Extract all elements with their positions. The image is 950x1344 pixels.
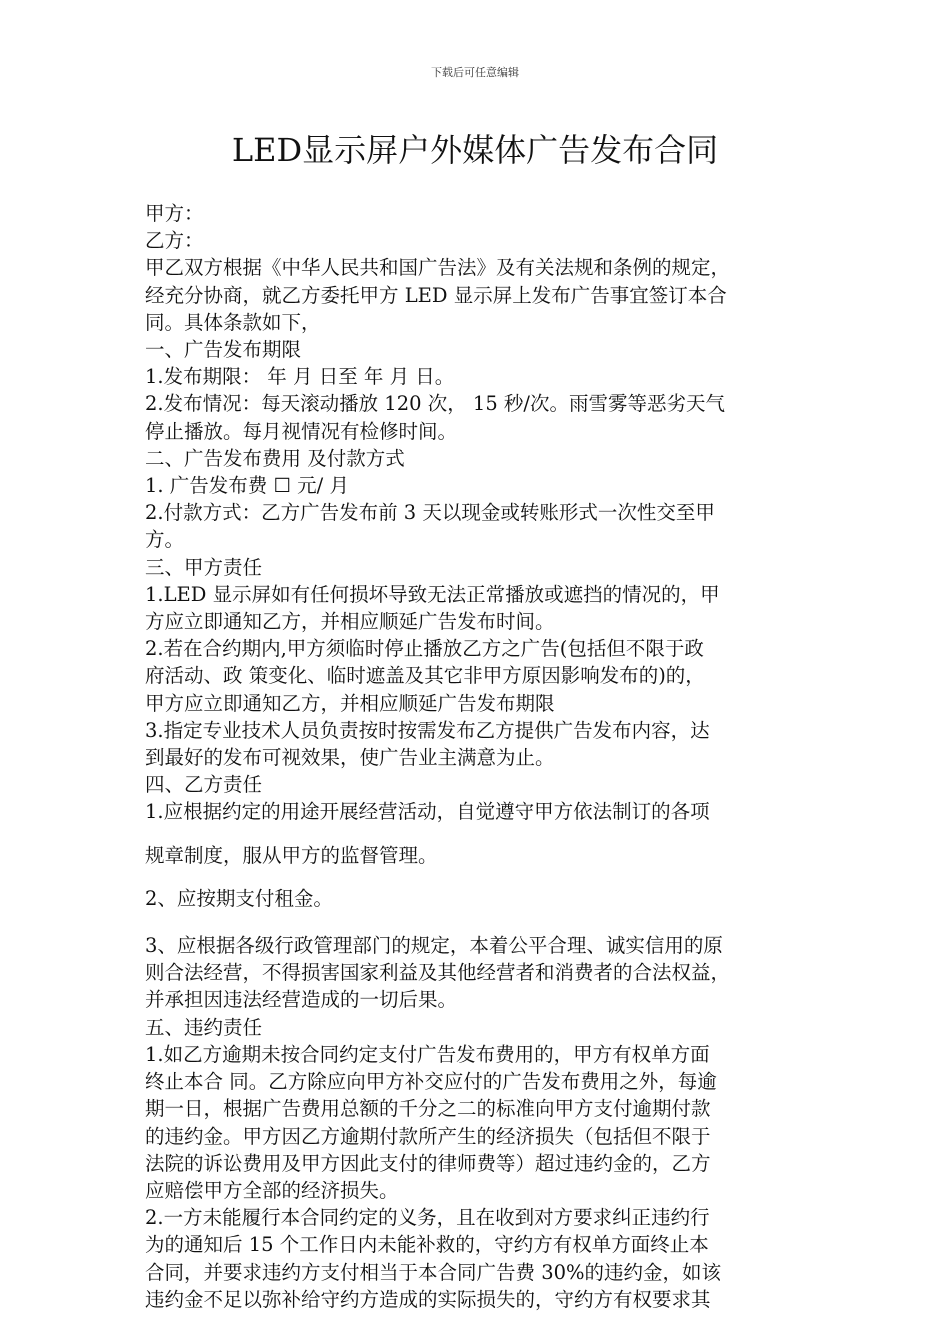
clause-line: 甲方应立即通知乙方，并相应顺延广告发布期限	[145, 691, 555, 715]
preamble-line: 甲乙双方根据《中华人民共和国广告法》及有关法规和条例的规定，	[145, 256, 731, 280]
clause-line: 3.指定专业技术人员负责按时按需发布乙方提供广告发布内容，达	[145, 718, 710, 742]
clause-line: 到最好的发布可视效果，使广告业主满意为止。	[145, 746, 555, 770]
preamble-line: 同。具体条款如下，	[145, 310, 321, 334]
clause-line: 方应立即通知乙方，并相应顺延广告发布时间。	[145, 610, 555, 634]
section-heading: 五、违约责任	[145, 1015, 263, 1039]
clause-line: 终止本合 同。乙方除应向甲方补交应付的广告发布费用之外，每逾	[145, 1070, 717, 1094]
clause-line: 为的通知后 15 个工作日内未能补救的，守约方有权单方面终止本	[145, 1233, 709, 1257]
clause-line: 2.发布情况：每天滚动播放 120 次， 15 秒/次。雨雪雾等恶劣天气	[145, 392, 726, 416]
clause-line: 则合法经营，不得损害国家利益及其他经营者和消费者的合法权益，	[145, 961, 731, 985]
clause-line: 1.发布期限： 年 月 日至 年 月 日。	[145, 365, 455, 389]
clause-line: 停止播放。每月视情况有检修时间。	[145, 419, 458, 443]
clause-line: 的违约金。甲方因乙方逾期付款所产生的经济损失（包括但不限于	[145, 1124, 711, 1148]
section-heading: 四、乙方责任	[145, 773, 263, 797]
preamble-line: 经充分协商，就乙方委托甲方 LED 显示屏上发布广告事宜签订本合	[145, 283, 727, 307]
clause-line: 法院的诉讼费用及甲方因此支付的律师费等）超过违约金的，乙方	[145, 1151, 711, 1175]
party-b-line: 乙方：	[145, 229, 204, 253]
clause-line: 1.LED 显示屏如有任何损坏导致无法正常播放或遮挡的情况的，甲	[145, 582, 720, 606]
clause-line: 2.若在合约期内,甲方须临时停止播放乙方之广告(包括但不限于政	[145, 637, 704, 661]
clause-line: 方。	[145, 528, 185, 552]
page-header-note: 下载后可任意编辑	[431, 66, 519, 79]
clause-line: 1.如乙方逾期未按合同约定支付广告发布费用的，甲方有权单方面	[145, 1042, 710, 1066]
clause-line: 合同，并要求违约方支付相当于本合同广告费 30%的违约金，如该	[145, 1260, 722, 1284]
section-heading: 二、广告发布费用 及付款方式	[145, 446, 405, 470]
clause-line: 规章制度，服从甲方的监督管理。	[145, 843, 438, 867]
clause-line: 府活动、政 策变化、临时遮盖及其它非甲方原因影响发布的)的，	[145, 664, 705, 688]
clause-line: 并承担因违法经营造成的一切后果。	[145, 988, 458, 1012]
section-heading: 三、甲方责任	[145, 555, 263, 579]
clause-line: 2.一方未能履行本合同约定的义务，且在收到对方要求纠正违约行	[145, 1206, 710, 1230]
clause-line: 应赔偿甲方全部的经济损失。	[145, 1178, 399, 1202]
document-title: LED显示屏户外媒体广告发布合同	[231, 131, 719, 169]
clause-line: 1.应根据约定的用途开展经营活动，自觉遵守甲方依法制订的各项	[145, 800, 710, 824]
clause-line: 3、应根据各级行政管理部门的规定，本着公平合理、诚实信用的原	[145, 934, 723, 958]
document-body	[145, 200, 835, 1313]
clause-line: 2、应按期支付租金。	[145, 886, 333, 910]
party-a-line: 甲方：	[145, 202, 204, 225]
section-heading: 一、广告发布期限	[145, 338, 302, 362]
clause-line: 2.付款方式：乙方广告发布前 3 天以现金或转账形式一次性交至甲	[145, 501, 715, 525]
clause-line: 1. 广告发布费 ☐ 元/ 月	[145, 474, 349, 498]
clause-line: 违约金不足以弥补给守约方造成的实际损失的，守约方有权要求其	[145, 1287, 711, 1311]
clause-line: 期一日，根据广告费用总额的千分之二的标准向甲方支付逾期付款	[145, 1097, 711, 1121]
